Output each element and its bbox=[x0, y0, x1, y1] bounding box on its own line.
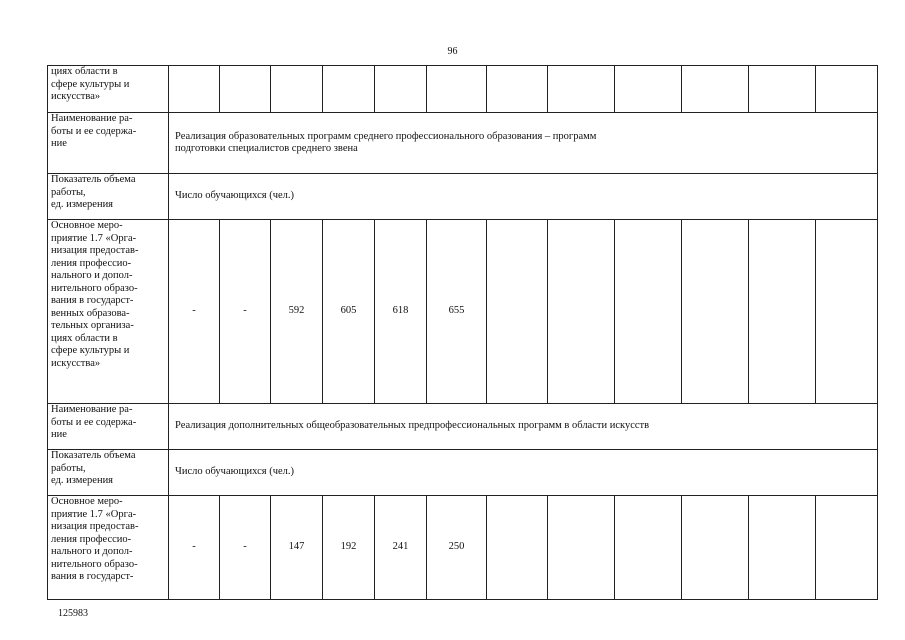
table-row bbox=[48, 450, 878, 496]
row-label bbox=[48, 66, 169, 113]
row-label-line: Основное меро- bbox=[51, 220, 123, 231]
value-cell: - bbox=[169, 496, 220, 600]
row-label-line: работы, bbox=[51, 186, 86, 198]
value-cell bbox=[816, 220, 878, 404]
table-row bbox=[48, 404, 878, 450]
value-cell bbox=[548, 66, 615, 113]
row-label-line: приятие 1.7 «Орга- bbox=[51, 508, 137, 520]
value-cell bbox=[816, 496, 878, 600]
row-label-line: ед. измерения bbox=[51, 199, 114, 210]
row-label bbox=[48, 220, 169, 404]
row-label-line: циях области в bbox=[51, 332, 118, 344]
row-label-line: венных образова- bbox=[51, 307, 130, 319]
row-label-line: работы, bbox=[51, 462, 86, 474]
row-label-line: ления профессио- bbox=[51, 257, 132, 269]
work-description-line: Реализация дополнительных общеобразовательных предпрофессиональных программ в области искусств bbox=[175, 420, 650, 432]
work-description-line: Реализация образовательных программ среднего профессионального образования – программ bbox=[175, 130, 597, 142]
value-cell: - bbox=[220, 220, 271, 404]
value-cell bbox=[682, 220, 749, 404]
row-label-line: нального и допол- bbox=[51, 270, 133, 281]
data-table bbox=[47, 65, 878, 600]
row-label-line: циях области в bbox=[51, 66, 118, 77]
work-description bbox=[169, 450, 878, 496]
row-label bbox=[48, 496, 169, 600]
value-cell bbox=[220, 66, 271, 113]
row-label-line: вания в государст- bbox=[51, 295, 134, 306]
table-row bbox=[48, 113, 878, 174]
row-label bbox=[48, 113, 169, 174]
value-cell bbox=[375, 66, 427, 113]
row-label-line: Наименование ра- bbox=[51, 113, 133, 124]
work-description bbox=[169, 404, 878, 450]
value-cell: - bbox=[169, 220, 220, 404]
value-cell bbox=[487, 66, 548, 113]
value-cell: 250 bbox=[427, 496, 487, 600]
footer-code: 125983 bbox=[58, 608, 88, 619]
row-label-line: нительного образо- bbox=[51, 282, 138, 294]
work-description-line: Число обучающихся (чел.) bbox=[175, 466, 295, 478]
row-label-line: ед. измерения bbox=[51, 475, 114, 486]
work-description bbox=[169, 174, 878, 220]
table-row bbox=[48, 174, 878, 220]
row-label-line: ние bbox=[51, 138, 67, 149]
row-label-line: Показатель объема bbox=[51, 450, 136, 461]
value-cell: 241 bbox=[375, 496, 427, 600]
row-label-line: боты и ее содержа- bbox=[51, 125, 137, 137]
value-cell bbox=[169, 66, 220, 113]
row-label bbox=[48, 450, 169, 496]
value-cell bbox=[816, 66, 878, 113]
row-label-line: искусства» bbox=[51, 91, 101, 102]
row-label bbox=[48, 404, 169, 450]
value-cell: 605 bbox=[323, 220, 375, 404]
page-number: 96 bbox=[447, 46, 458, 57]
value-cell bbox=[615, 496, 682, 600]
row-label-line: низация предостав- bbox=[51, 245, 139, 256]
row-label-line: Показатель объема bbox=[51, 174, 136, 185]
row-label-line: приятие 1.7 «Орга- bbox=[51, 232, 137, 244]
value-cell: 618 bbox=[375, 220, 427, 404]
row-label-line: ние bbox=[51, 429, 67, 440]
row-label-line: вания в государст- bbox=[51, 571, 134, 582]
value-cell bbox=[749, 220, 816, 404]
value-cell: 192 bbox=[323, 496, 375, 600]
row-label bbox=[48, 174, 169, 220]
row-label-line: нального и допол- bbox=[51, 546, 133, 557]
value-cell bbox=[615, 220, 682, 404]
value-cell bbox=[323, 66, 375, 113]
value-cell bbox=[682, 496, 749, 600]
row-label-line: Наименование ра- bbox=[51, 404, 133, 415]
work-description-line: Число обучающихся (чел.) bbox=[175, 190, 295, 202]
value-cell: - bbox=[220, 496, 271, 600]
value-cell bbox=[548, 220, 615, 404]
table-row bbox=[48, 496, 878, 600]
value-cell: 592 bbox=[271, 220, 323, 404]
table-row bbox=[48, 66, 878, 113]
row-label-line: сфере культуры и bbox=[51, 78, 130, 90]
work-description-line: подготовки специалистов среднего звена bbox=[175, 143, 358, 154]
value-cell bbox=[271, 66, 323, 113]
value-cell bbox=[749, 496, 816, 600]
value-cell: 147 bbox=[271, 496, 323, 600]
value-cell bbox=[548, 496, 615, 600]
value-cell: 655 bbox=[427, 220, 487, 404]
row-label-line: низация предостав- bbox=[51, 521, 139, 532]
value-cell bbox=[615, 66, 682, 113]
value-cell bbox=[682, 66, 749, 113]
row-label-line: нительного образо- bbox=[51, 558, 138, 570]
work-description bbox=[169, 113, 878, 174]
row-label-line: боты и ее содержа- bbox=[51, 416, 137, 428]
value-cell bbox=[487, 220, 548, 404]
row-label-line: тельных организа- bbox=[51, 320, 134, 331]
row-label-line: сфере культуры и bbox=[51, 345, 130, 356]
value-cell bbox=[427, 66, 487, 113]
row-label-line: искусства» bbox=[51, 357, 101, 369]
row-label-line: ления профессио- bbox=[51, 533, 132, 545]
value-cell bbox=[749, 66, 816, 113]
row-label-line: Основное меро- bbox=[51, 496, 123, 507]
table-row bbox=[48, 220, 878, 404]
value-cell bbox=[487, 496, 548, 600]
